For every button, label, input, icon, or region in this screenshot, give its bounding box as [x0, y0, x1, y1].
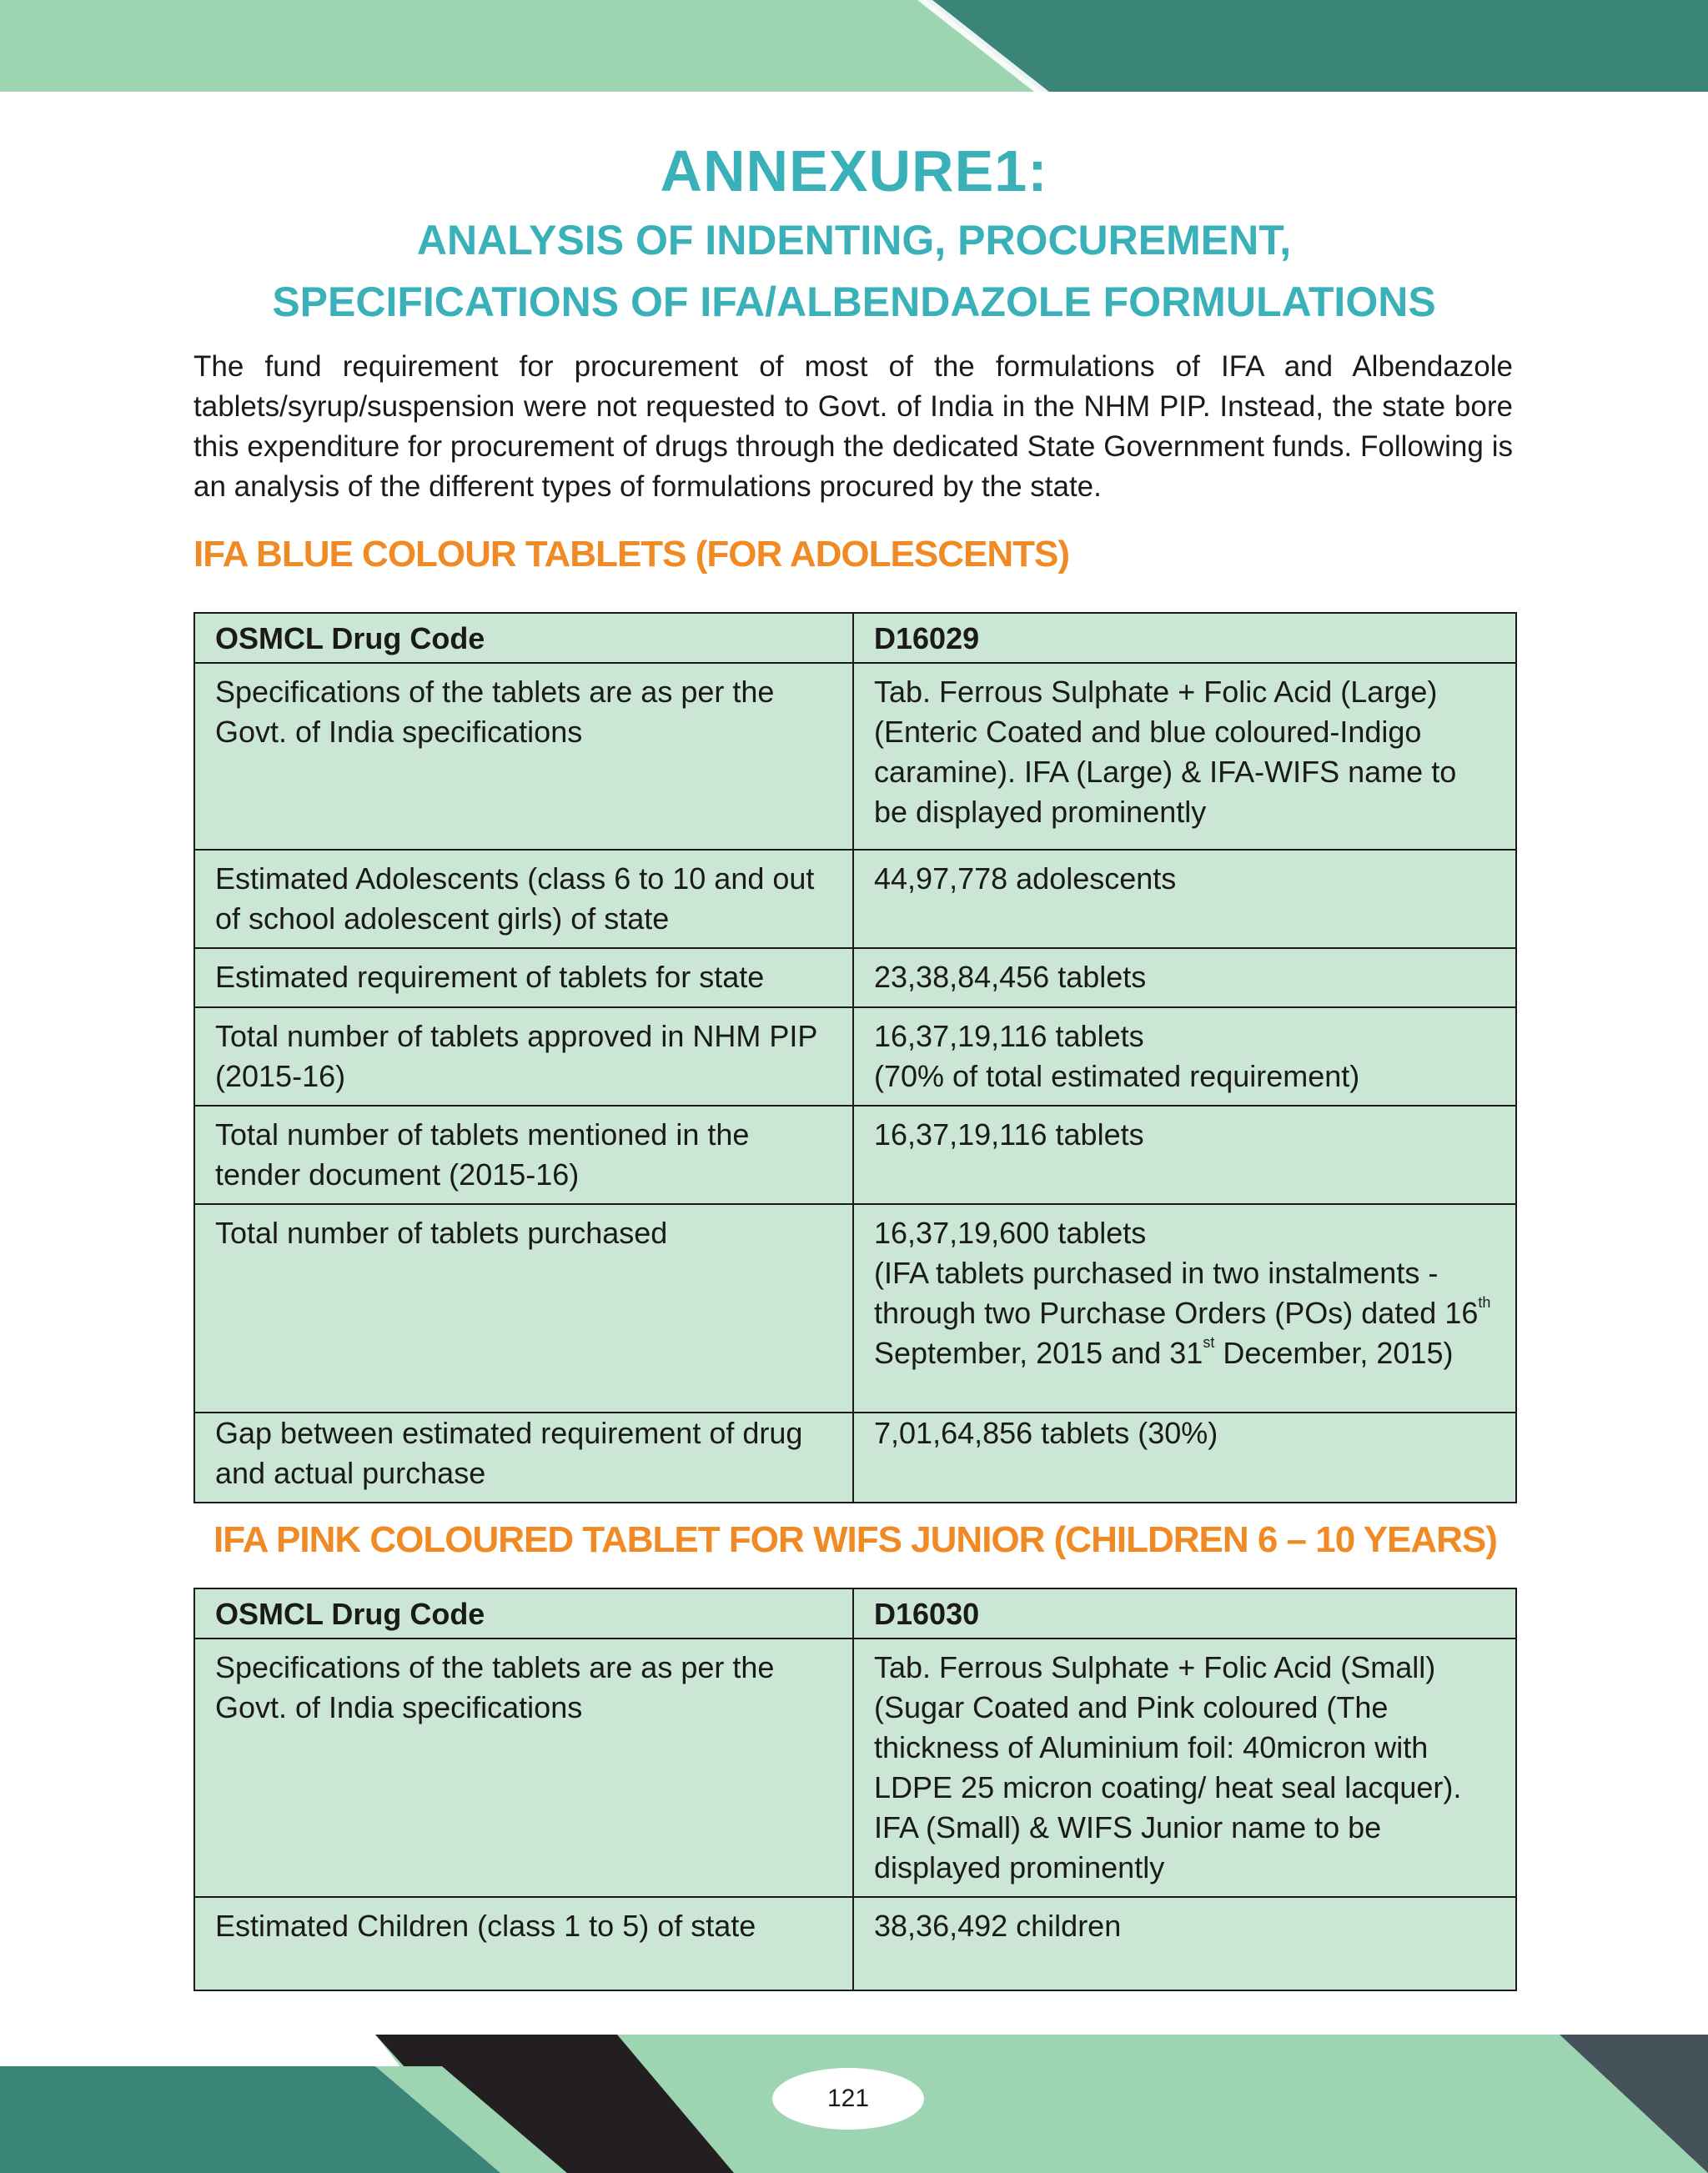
- table-header-row: [194, 1588, 1516, 1639]
- page-subtitle-line1: ANALYSIS OF INDENTING, PROCUREMENT,: [416, 217, 1292, 263]
- title-block: [0, 133, 1708, 332]
- table-row: [194, 948, 1516, 1007]
- table-row: [194, 1639, 1516, 1897]
- row-note-part: September, 2015 and 31: [874, 1336, 1203, 1370]
- row-note-part: December, 2015): [1214, 1336, 1454, 1370]
- row-note: [874, 1253, 1495, 1373]
- row-label: Specifications of the tablets are as per the Govt. of India specifications: [194, 1639, 853, 1897]
- pink-tablets-table: [193, 1588, 1517, 1991]
- row-value: 16,37,19,600 tablets: [874, 1216, 1147, 1250]
- row-note-part: (IFA tablets purchased in two instalments - through two Purchase Orders (POs) dated 16: [874, 1256, 1479, 1330]
- section-heading-pink-tablets: IFA PINK COLOURED TABLET FOR WIFS JUNIOR (CHILDREN 6 – 10 YEARS): [214, 1519, 1497, 1560]
- page-subtitle-line2: SPECIFICATIONS OF IFA/ALBENDAZOLE FORMULATIONS: [272, 279, 1436, 325]
- ordinal-suffix: st: [1203, 1334, 1215, 1351]
- row-value: 23,38,84,456 tablets: [853, 948, 1516, 1007]
- table-header-label: OSMCL Drug Code: [194, 1588, 853, 1639]
- table-row: [194, 1204, 1516, 1413]
- row-value: 16,37,19,116 tablets: [853, 1106, 1516, 1204]
- row-value-cell: [853, 1007, 1516, 1106]
- row-label: Total number of tablets purchased: [194, 1204, 853, 1413]
- table-row: [194, 1007, 1516, 1106]
- table-row: [194, 850, 1516, 948]
- table-row: [194, 1413, 1516, 1503]
- row-value: 16,37,19,116 tablets: [874, 1019, 1144, 1053]
- intro-paragraph: The fund requirement for procurement of most of the formulations of IFA and Albendazole tablets/syrup/suspension were not requested to Govt. of India in the NHM PIP. Instead, the state bore this expenditure for procurement of drugs through the dedicated State Government funds. Following is an analysis of the different types of formulations procured by the state.: [193, 350, 1513, 503]
- row-value: Tab. Ferrous Sulphate + Folic Acid (Large) (Enteric Coated and blue coloured-Indigo caramine). IFA (Large) & IFA-WIFS name to be displayed prominently: [853, 663, 1516, 850]
- row-label: Specifications of the tablets are as per the Govt. of India specifications: [194, 663, 853, 850]
- row-value-cell: [853, 1204, 1516, 1413]
- row-value: Tab. Ferrous Sulphate + Folic Acid (Small) (Sugar Coated and Pink coloured (The thickness of Aluminium foil: 40micron with LDPE 25 micron coating/ heat seal lacquer). IFA (Small) & WIFS Junior name to be displayed prominently: [853, 1639, 1516, 1897]
- page-number: 121: [772, 2068, 924, 2130]
- page-title: ANNEXURE1:: [660, 138, 1048, 203]
- table-header-value: D16029: [853, 613, 1516, 663]
- row-label: Gap between estimated requirement of drug and actual purchase: [194, 1413, 853, 1503]
- table-row: [194, 1106, 1516, 1204]
- row-note: (70% of total estimated requirement): [874, 1059, 1360, 1093]
- row-label: Estimated requirement of tablets for state: [194, 948, 853, 1007]
- row-value: 38,36,492 children: [853, 1897, 1516, 1990]
- table-header-value: D16030: [853, 1588, 1516, 1639]
- blue-tablets-table: [193, 612, 1517, 1503]
- table-row: [194, 1897, 1516, 1990]
- row-value: 44,97,778 adolescents: [853, 850, 1516, 948]
- section-heading-blue-tablets: IFA BLUE COLOUR TABLETS (FOR ADOLESCENTS): [193, 534, 1069, 575]
- table-header-label: OSMCL Drug Code: [194, 613, 853, 663]
- row-label: Total number of tablets approved in NHM PIP (2015-16): [194, 1007, 853, 1106]
- top-decorative-band: [0, 0, 1708, 92]
- row-label: Total number of tablets mentioned in the tender document (2015-16): [194, 1106, 853, 1204]
- row-label: Estimated Adolescents (class 6 to 10 and out of school adolescent girls) of state: [194, 850, 853, 948]
- ordinal-suffix: th: [1478, 1294, 1491, 1311]
- table-header-row: [194, 613, 1516, 663]
- table-row: [194, 663, 1516, 850]
- row-label: Estimated Children (class 1 to 5) of state: [194, 1897, 853, 1990]
- top-band-dark: [926, 0, 1708, 92]
- row-value: 7,01,64,856 tablets (30%): [853, 1413, 1516, 1503]
